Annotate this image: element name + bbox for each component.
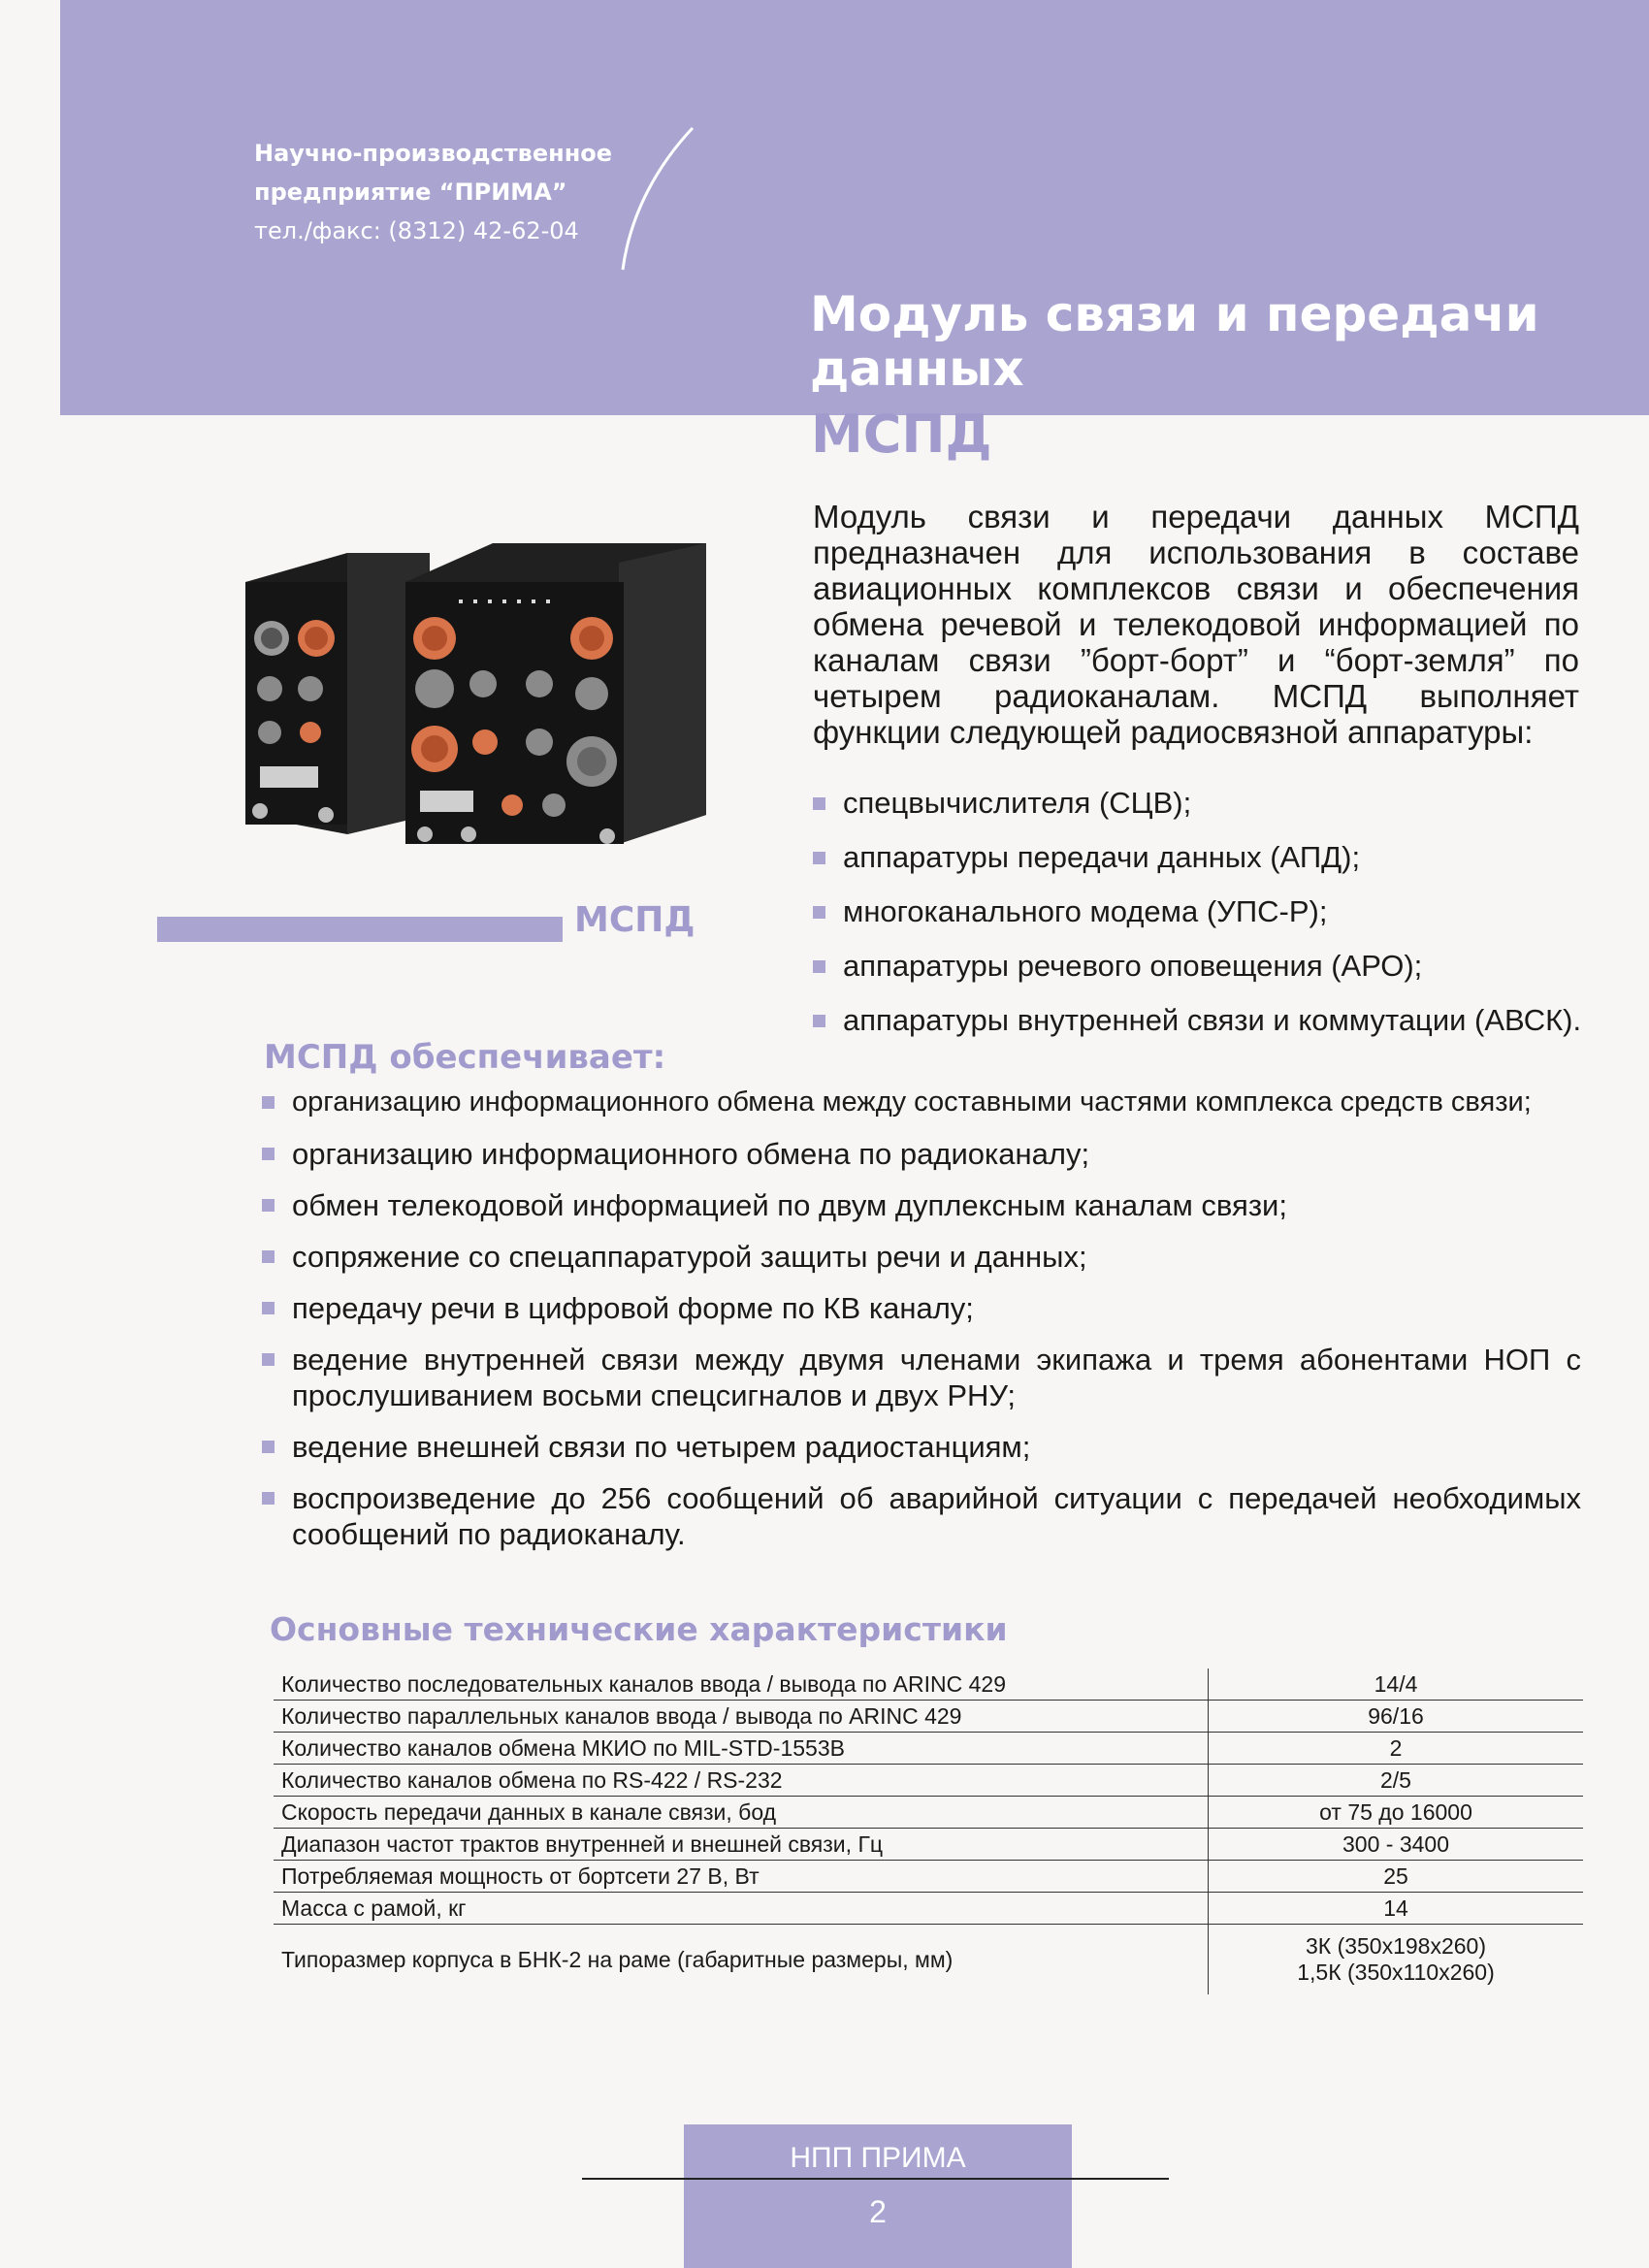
list-item: многоканального модема (УПС-Р);: [813, 885, 1589, 939]
specs-heading: Основные технические характеристики: [270, 1610, 1008, 1648]
list-item: аппаратуры передачи данных (АПД);: [813, 830, 1589, 885]
provides-list: [262, 1085, 1581, 1568]
caption-bar: [157, 917, 563, 942]
list-item: аппаратуры речевого оповещения (АРО);: [813, 939, 1589, 993]
product-code: МСПД: [811, 404, 992, 465]
company-line-1: Научно-производственное: [254, 140, 613, 167]
list-item: ведение внутренней связи между двумя членами экипажа и тремя абонентами НОП с прослушиванием восьми спецсигналов и двух РНУ;: [262, 1342, 1581, 1413]
spec-value: 96/16: [1209, 1701, 1584, 1733]
spec-value: 2: [1209, 1733, 1584, 1765]
table-row: [274, 1925, 1583, 1995]
list-item: организацию информационного обмена по радиоканалу;: [262, 1136, 1581, 1172]
list-item: аппаратуры внутренней связи и коммутации (АВСК).: [813, 993, 1589, 1048]
spec-name: Потребляемая мощность от бортсети 27 В, Вт: [274, 1861, 1209, 1893]
list-item: спецвычислителя (СЦВ);: [813, 776, 1589, 830]
page-number: 2: [869, 2194, 887, 2229]
intro-paragraph: Модуль связи и передачи данных МСПД предназначен для использования в составе авиационных комплексов связи и обеспечения обмена речевой и телекодовой информацией по каналам связи ”борт-борт” и “борт-земля” по четырем радиоканалам. МСПД выполняет функции следующей радиосвязной аппаратуры:: [813, 499, 1579, 750]
spec-name: Количество параллельных каналов ввода / вывода по ARINC 429: [274, 1701, 1209, 1733]
table-row: [274, 1861, 1583, 1893]
company-block: [254, 134, 612, 250]
bullet-icon: [813, 960, 825, 973]
bullet-icon: [262, 1148, 275, 1160]
table-row: [274, 1733, 1583, 1765]
spec-value: 300 - 3400: [1209, 1829, 1584, 1861]
bullet-icon: [262, 1302, 275, 1314]
bullet-icon: [262, 1492, 275, 1505]
company-phone: тел./факс: (8312) 42-62-04: [254, 217, 579, 244]
list-item: воспроизведение до 256 сообщений об аварийной ситуации с передачей необходимых сообщений по радиоканалу.: [262, 1480, 1581, 1552]
spec-value: 2/5: [1209, 1765, 1584, 1797]
table-row: [274, 1893, 1583, 1925]
table-row: [274, 1765, 1583, 1797]
bullet-icon: [262, 1250, 275, 1263]
spec-value: 14: [1209, 1893, 1584, 1925]
spec-name: Количество последовательных каналов ввода / вывода по ARINC 429: [274, 1669, 1209, 1701]
list-item: ведение внешней связи по четырем радиостанциям;: [262, 1429, 1581, 1465]
list-item: организацию информационного обмена между составными частями комплекса средств связи;: [262, 1085, 1581, 1120]
bullet-icon: [262, 1096, 275, 1109]
spec-value: 25: [1209, 1861, 1584, 1893]
specs-table: [274, 1669, 1583, 1994]
table-row: [274, 1797, 1583, 1829]
bullet-icon: [262, 1441, 275, 1453]
bullet-icon: [262, 1353, 275, 1366]
spec-value: 3К (350х198х260) 1,5К (350х110х260): [1209, 1925, 1584, 1995]
spec-value: от 75 до 16000: [1209, 1797, 1584, 1829]
spec-name: Диапазон частот трактов внутренней и внешней связи, Гц: [274, 1829, 1209, 1861]
provides-heading: МСПД обеспечивает:: [264, 1038, 666, 1077]
bullet-icon: [813, 797, 825, 810]
table-row: [274, 1829, 1583, 1861]
table-row: [274, 1701, 1583, 1733]
spec-name: Типоразмер корпуса в БНК-2 на раме (габаритные размеры, мм): [281, 1946, 954, 1972]
company-line-2: предприятие “ПРИМА”: [254, 178, 567, 206]
bullet-icon: [813, 852, 825, 864]
bullet-icon: [813, 906, 825, 919]
list-item: передачу речи в цифровой форме по КВ каналу;: [262, 1290, 1581, 1326]
list-item: сопряжение со спецаппаратурой защиты речи и данных;: [262, 1239, 1581, 1275]
spec-name: Количество каналов обмена МКИО по MIL-STD-1553B: [274, 1733, 1209, 1765]
bullet-icon: [262, 1199, 275, 1212]
spec-name: Скорость передачи данных в канале связи, бод: [274, 1797, 1209, 1829]
slash-decoration: [611, 124, 698, 279]
device-photo: [231, 524, 716, 854]
spec-name: Масса с рамой, кг: [274, 1893, 1209, 1925]
spec-name: Количество каналов обмена по RS-422 / RS-232: [274, 1765, 1209, 1797]
footer-rule: [582, 2178, 1169, 2180]
page-title: Модуль связи и передачи данных: [810, 286, 1539, 397]
spec-value: 14/4: [1209, 1669, 1584, 1701]
footer-label: НПП ПРИМА: [790, 2142, 966, 2174]
functions-list: [813, 776, 1589, 1048]
bullet-icon: [813, 1015, 825, 1027]
table-row: [274, 1669, 1583, 1701]
list-item: обмен телекодовой информацией по двум дуплексным каналам связи;: [262, 1187, 1581, 1223]
photo-caption: МСПД: [574, 900, 695, 940]
